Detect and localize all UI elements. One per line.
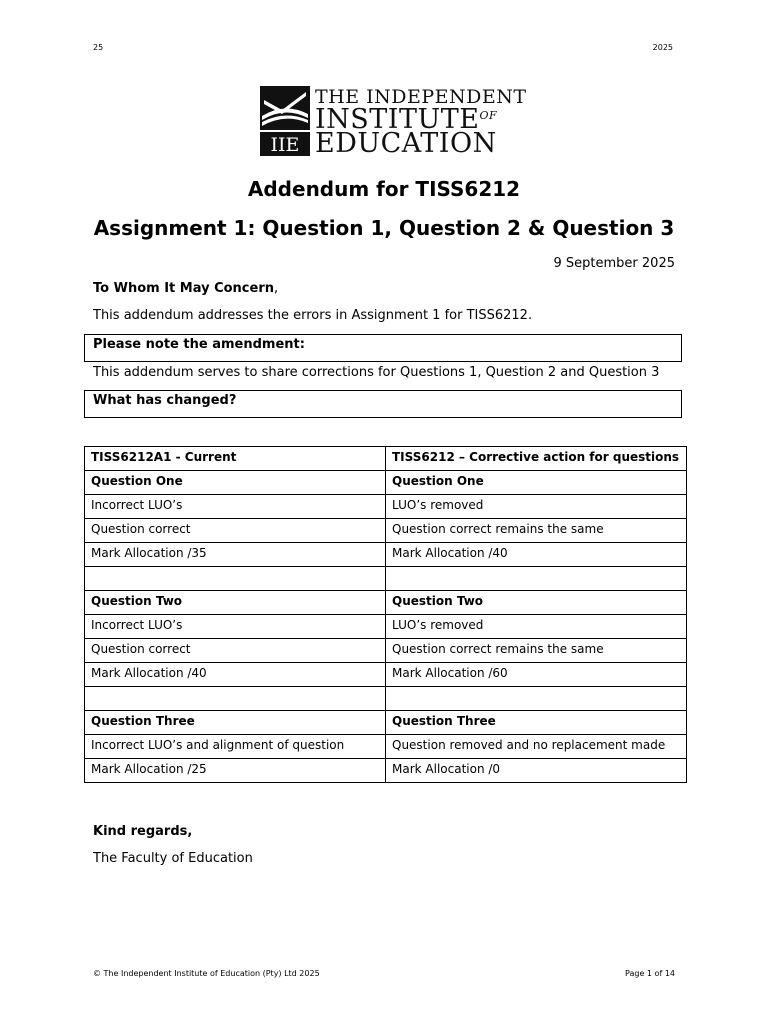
current-cell: Question correct [85,519,386,543]
corrective-cell: Mark Allocation /60 [386,663,687,687]
current-cell: Question correct [85,639,386,663]
addendum-title: Addendum for TISS6212 [247,177,521,201]
intro-paragraph: This addendum addresses the errors in Assignment 1 for TISS6212. [93,308,533,323]
header-left-text: 25 [93,43,104,52]
table-row [85,759,687,783]
amendment-paragraph: This addendum serves to share corrections for Questions 1, Question 2 and Question 3 [93,365,660,380]
current-cell: Question Three [85,711,386,735]
header-right-text: 2025 [652,43,673,52]
current-cell: Incorrect LUO’s [85,495,386,519]
emblem-letters: IIE [270,134,300,156]
table-row [85,711,687,735]
table-row [85,663,687,687]
current-cell: Question Two [85,591,386,615]
current-cell: TISS6212A1 - Current [85,447,386,471]
corrective-cell: Question Three [386,711,687,735]
corrective-cell: LUO’s removed [386,615,687,639]
corrective-cell: Question correct remains the same [386,639,687,663]
corrective-cell: Question One [386,471,687,495]
amendment-note-label: Please note the amendment: [93,337,305,352]
table-row [85,495,687,519]
amendment-note-box [84,334,682,362]
table-row [85,519,687,543]
corrective-cell: TISS6212 – Corrective action for questions [386,447,687,471]
current-cell [85,567,386,591]
current-cell: Mark Allocation /35 [85,543,386,567]
what-changed-label: What has changed? [93,393,237,408]
table-row [85,567,687,591]
greeting [93,281,278,296]
current-cell: Incorrect LUO’s and alignment of question [85,735,386,759]
iie-logo [260,86,527,159]
table-row [85,543,687,567]
greeting-punct: , [274,281,279,296]
what-changed-box [84,390,682,418]
corrective-cell [386,567,687,591]
table-row [85,591,687,615]
closing-regards: Kind regards, [93,824,193,839]
assignment-title: Assignment 1: Question 1, Question 2 & Question 3 [93,216,675,240]
table-row [85,687,687,711]
footer-page-number: Page 1 of 14 [625,969,675,978]
table-row [85,615,687,639]
changes-table [84,446,687,783]
corrective-cell: Question Two [386,591,687,615]
table-row [85,447,687,471]
iie-emblem-icon [260,86,310,156]
logo-of-word: OF [479,109,498,122]
logo-line-education: EDUCATION [315,128,497,159]
corrective-cell: Question correct remains the same [386,519,687,543]
closing-signature: The Faculty of Education [93,851,253,866]
current-cell: Question One [85,471,386,495]
logo-institute-word: INSTITUTE [315,104,480,135]
current-cell [85,687,386,711]
table-row [85,471,687,495]
current-cell: Mark Allocation /25 [85,759,386,783]
current-cell: Incorrect LUO’s [85,615,386,639]
corrective-cell: Mark Allocation /0 [386,759,687,783]
footer-copyright: © The Independent Institute of Education (Pty) Ltd 2025 [93,969,320,978]
corrective-cell: Question removed and no replacement made [386,735,687,759]
logo-line-the-independent: THE INDEPENDENT [315,86,527,108]
greeting-bold: To Whom It May Concern [93,281,274,296]
table-row [85,639,687,663]
corrective-cell: Mark Allocation /40 [386,543,687,567]
document-date: 9 September 2025 [553,256,675,271]
corrective-cell [386,687,687,711]
table-row [85,735,687,759]
corrective-cell: LUO’s removed [386,495,687,519]
current-cell: Mark Allocation /40 [85,663,386,687]
